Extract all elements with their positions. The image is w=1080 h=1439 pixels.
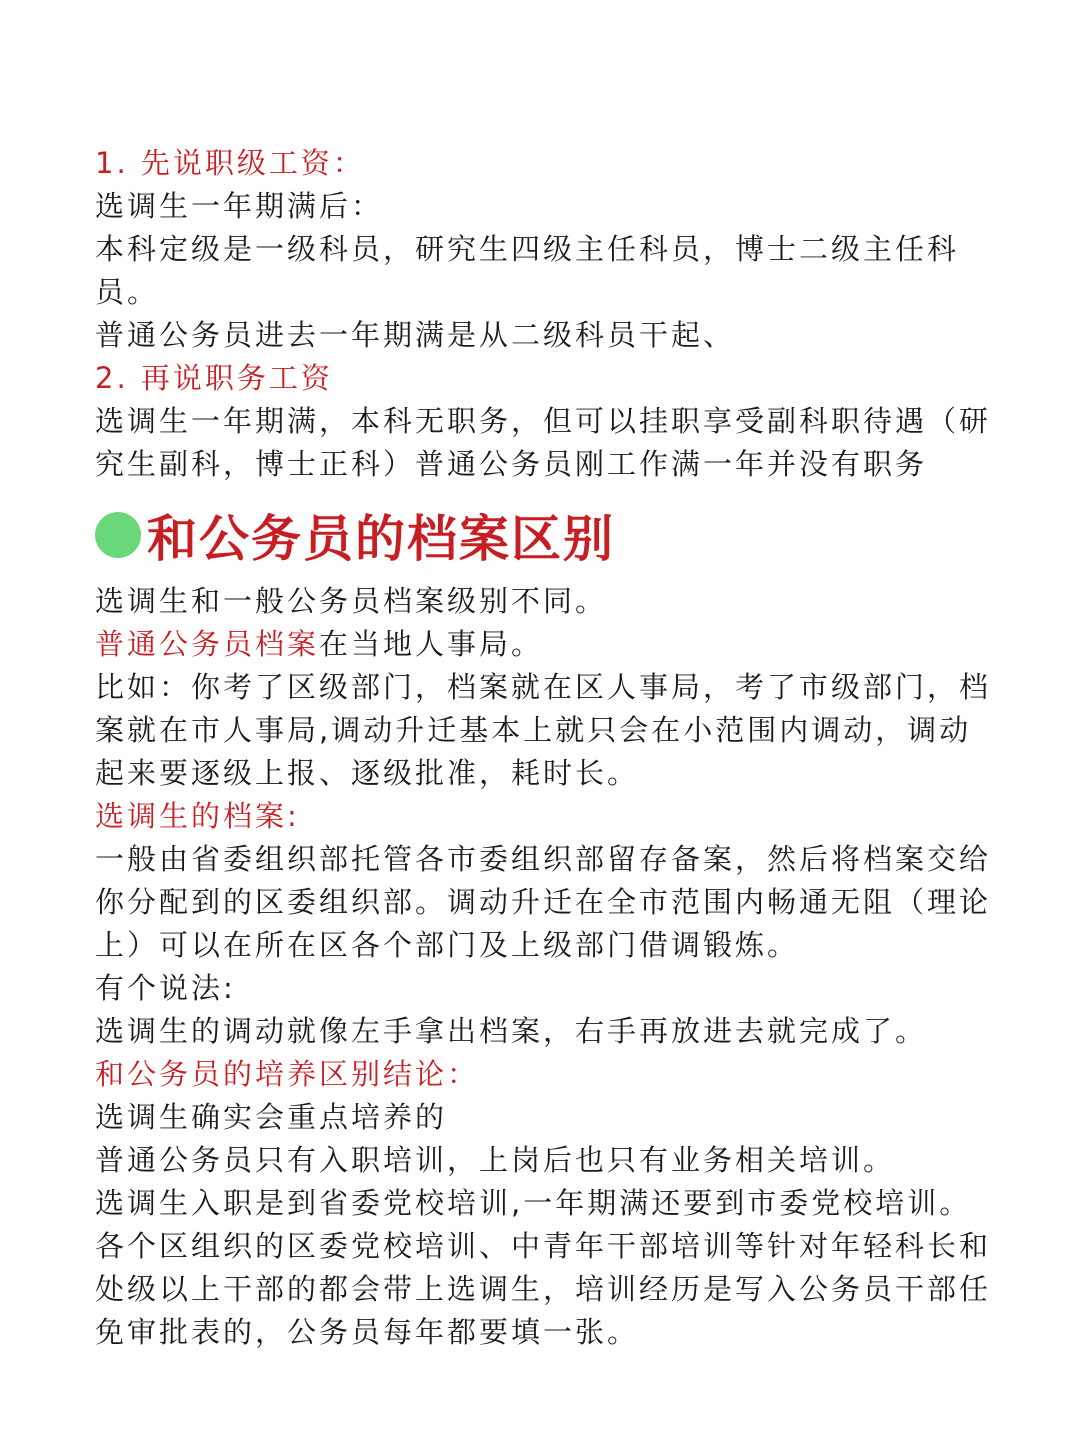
text-span: 在当地人事局。 <box>319 627 544 661</box>
text-paragraph: 各个区组织的区委党校培训、中青年干部培训等针对年轻科长和处级以上干部的都会带上选调生，培训经历是写入公务员干部任免审批表的，公务员每年都要填一张。 <box>95 1229 992 1349</box>
text-line <box>95 623 1015 666</box>
section-heading <box>95 494 1015 576</box>
subsection-title: 选调生的档案: <box>95 799 300 833</box>
highlight-label: 普通公务员档案 <box>95 627 320 661</box>
text-paragraph: 选调生一年期满，本科无职务，但可以挂职享受副科职待遇（研究生副科，博士正科）普通公务员刚工作满一年并没有职务 <box>95 404 992 481</box>
text-line: 普通公务员进去一年期满是从二级科员干起、 <box>95 318 736 352</box>
article-body <box>95 142 1015 1354</box>
text-line: 选调生和一般公务员档案级别不同。 <box>95 584 608 618</box>
text-line: 有个说法: <box>95 971 236 1005</box>
green-dot-icon <box>95 512 141 558</box>
text-paragraph: 比如：你考了区级部门，档案就在区人事局，考了市级部门，档案就在市人事局,调动升迁基本上就只会在小范围内调动，调动起来要逐级上报、逐级批准，耗时长。 <box>95 670 992 790</box>
text-line: 选调生入职是到省委党校培训,一年期满还要到市委党校培训。 <box>95 1186 972 1220</box>
text-paragraph: 本科定级是一级科员，研究生四级主任科员，博士二级主任科员。 <box>95 232 960 309</box>
section-title-rank-salary: 1. 先说职级工资： <box>95 146 365 180</box>
text-line: 普通公务员只有入职培训，上岗后也只有业务相关培训。 <box>95 1143 896 1177</box>
text-line: 选调生的调动就像左手拿出档案，右手再放进去就完成了。 <box>95 1014 928 1048</box>
subsection-title: 和公务员的培养区别结论： <box>95 1057 480 1091</box>
text-paragraph: 一般由省委组织部托管各市委组织部留存备案，然后将档案交给你分配到的区委组织部。调动升迁在全市范围内畅通无阻（理论上）可以在所在区各个部门及上级部门借调锻炼。 <box>95 842 992 962</box>
section-title-post-salary: 2. 再说职务工资 <box>95 361 333 395</box>
text-line: 选调生一年期满后： <box>95 189 384 223</box>
heading-text: 和公务员的档案区别 <box>147 510 615 568</box>
text-line: 选调生确实会重点培养的 <box>95 1100 448 1134</box>
